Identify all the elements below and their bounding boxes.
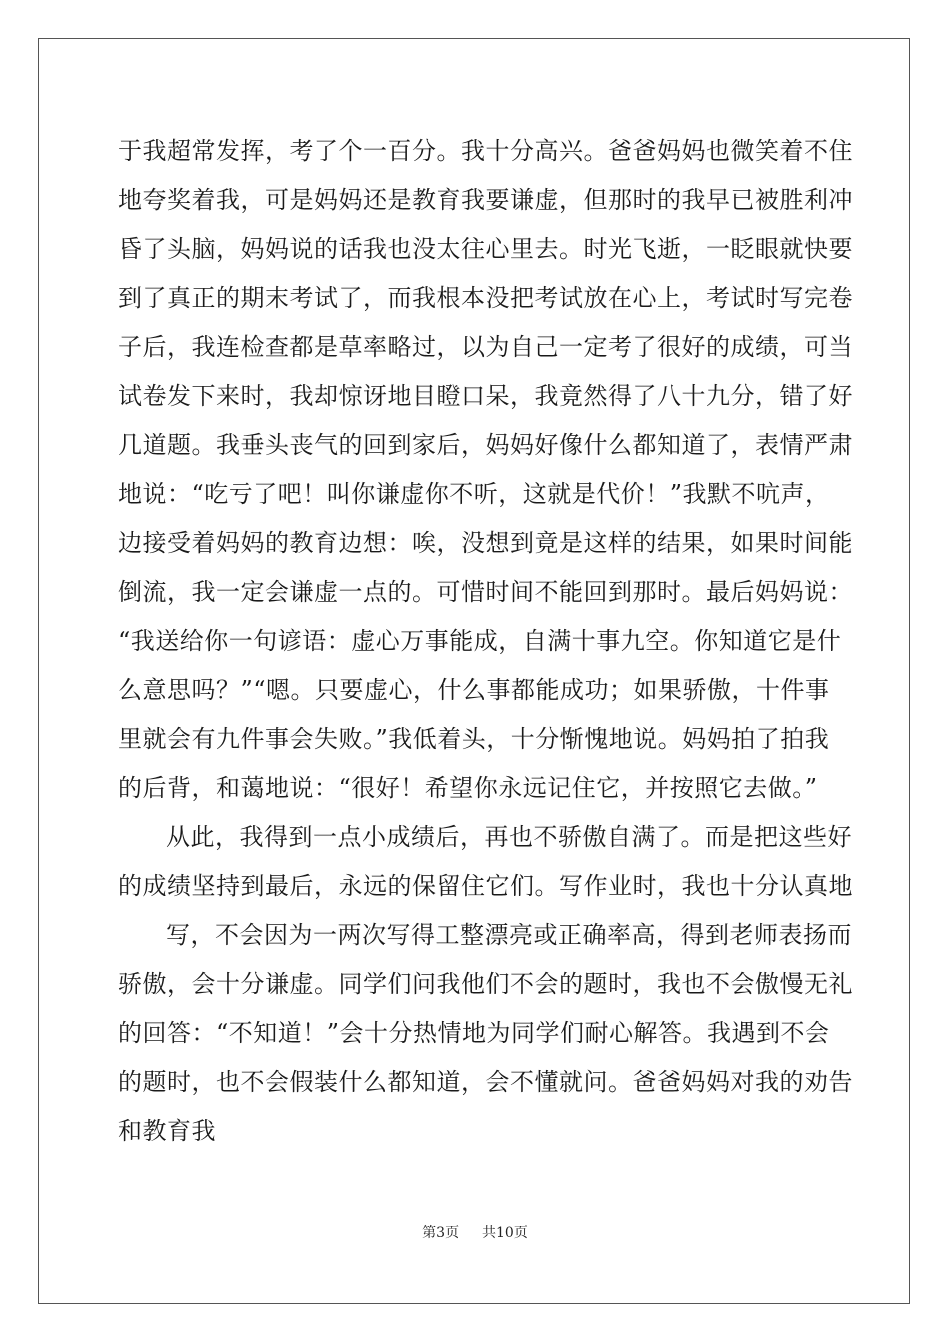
text-line: 边接受着妈妈的教育边想：唉，没想到竟是这样的结果，如果时间能	[118, 529, 853, 557]
text-line: 么意思吗？”“嗯。只要虚心，什么事都能成功；如果骄傲，十件事	[118, 676, 830, 704]
text-line: 的后背，和蔼地说：“很好！希望你永远记住它，并按照它去做。”	[118, 774, 818, 802]
page-total: 共10页	[482, 1225, 528, 1241]
paragraph-start-line: 从此，我得到一点小成绩后，再也不骄傲自满了。而是把这些好	[166, 823, 852, 851]
text-line: 子后，我连检查都是草率略过，以为自己一定考了很好的成绩，可当	[118, 333, 853, 361]
page-footer	[0, 1222, 950, 1242]
text-line: 里就会有九件事会失败。”我低着头，十分惭愧地说。妈妈拍了拍我	[118, 725, 830, 753]
text-line: 昏了头脑，妈妈说的话我也没太往心里去。时光飞逝，一眨眼就快要	[118, 235, 853, 263]
paragraph-start-line: 写，不会因为一两次写得工整漂亮或正确率高，得到老师表扬而	[166, 921, 852, 949]
page-number: 第3页	[422, 1225, 460, 1241]
text-line: 的成绩坚持到最后，永远的保留住它们。写作业时，我也十分认真地	[118, 872, 853, 900]
text-line: “我送给你一句谚语：虚心万事能成，自满十事九空。你知道它是什	[118, 627, 842, 655]
text-line: 试卷发下来时，我却惊讶地目瞪口呆，我竟然得了八十九分，错了好	[118, 382, 853, 410]
text-line: 的题时，也不会假装什么都知道，会不懂就问。爸爸妈妈对我的劝告	[118, 1068, 853, 1096]
text-line: 于我超常发挥，考了个一百分。我十分高兴。爸爸妈妈也微笑着不住	[118, 137, 853, 165]
document-body	[118, 127, 853, 1156]
text-line: 到了真正的期末考试了，而我根本没把考试放在心上，考试时写完卷	[118, 284, 853, 312]
text-line: 几道题。我垂头丧气的回到家后，妈妈好像什么都知道了，表情严肃	[118, 431, 853, 459]
text-line: 倒流，我一定会谦虚一点的。可惜时间不能回到那时。最后妈妈说：	[118, 578, 853, 606]
text-line: 和教育我	[118, 1117, 216, 1145]
text-line: 地说：“吃亏了吧！叫你谦虚你不听，这就是代价！”我默不吭声，	[118, 480, 830, 508]
text-line: 骄傲，会十分谦虚。同学们问我他们不会的题时，我也不会傲慢无礼	[118, 970, 853, 998]
text-line: 的回答：“不知道！”会十分热情地为同学们耐心解答。我遇到不会	[118, 1019, 830, 1047]
text-line: 地夸奖着我，可是妈妈还是教育我要谦虚，但那时的我早已被胜利冲	[118, 186, 853, 214]
